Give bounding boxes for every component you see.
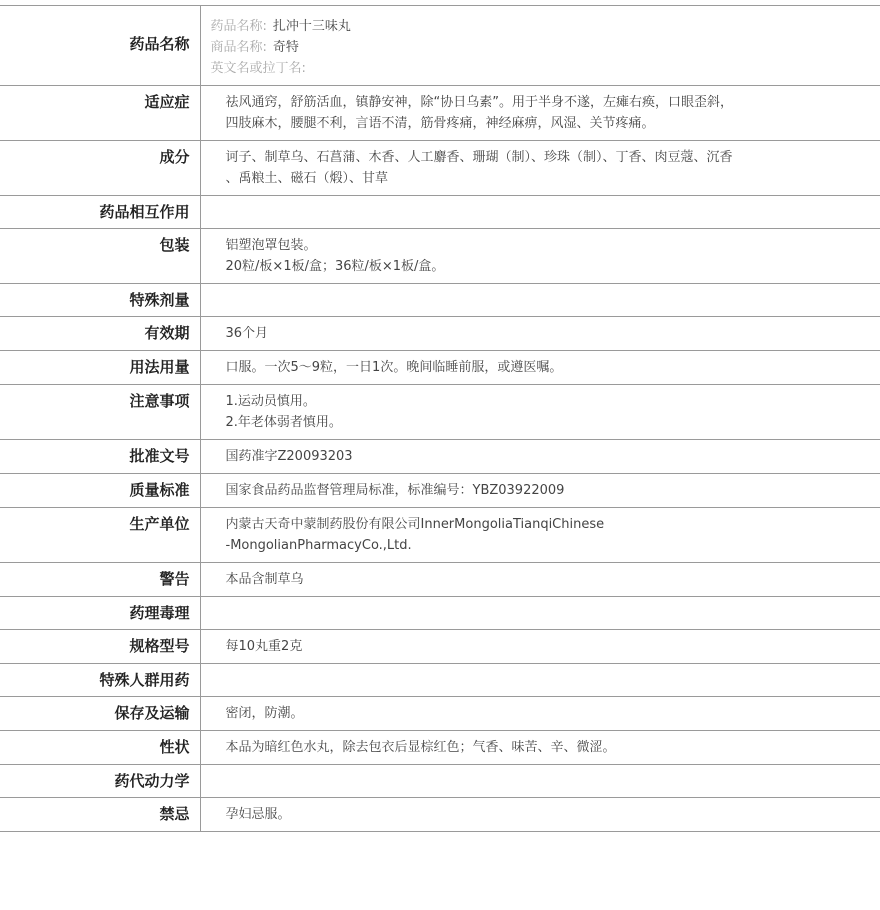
row-label: 包装 — [0, 229, 200, 284]
table-row — [0, 440, 880, 474]
row-value-line: 国家食品药品监督管理局标准，标准编号：YBZ03922009 — [225, 483, 565, 498]
row-value — [200, 597, 880, 630]
table-row — [0, 86, 880, 141]
row-value — [200, 630, 880, 664]
row-value-line: 密闭，防潮。 — [225, 706, 304, 721]
row-value-line: 本品为暗红色水丸，除去包衣后显棕红色；气香、味苦、辛、微涩。 — [225, 740, 616, 755]
table-row — [0, 474, 880, 508]
row-value-line: 祛风通窍，舒筋活血，镇静安神，除“协日乌素”。用于半身不遂，左瘫右痪，口眼歪斜， — [225, 95, 733, 110]
row-label: 药理毒理 — [0, 597, 200, 630]
row-label: 保存及运输 — [0, 697, 200, 731]
row-label: 药品相互作用 — [0, 196, 200, 229]
row-value — [200, 229, 880, 284]
row-value-line: 诃子、制草乌、石菖蒲、木香、人工麝香、珊瑚（制）、珍珠（制）、丁香、肉豆蔻、沉香 — [225, 150, 733, 165]
drug-info-table-body — [0, 6, 880, 832]
english-name-line — [211, 58, 880, 79]
table-row — [0, 317, 880, 351]
row-label: 药品名称 — [0, 6, 200, 86]
row-label: 规格型号 — [0, 630, 200, 664]
row-value — [200, 731, 880, 765]
row-label: 适应症 — [0, 86, 200, 141]
row-value — [200, 798, 880, 832]
table-row — [0, 563, 880, 597]
table-row — [0, 196, 880, 229]
row-value — [200, 474, 880, 508]
row-label: 警告 — [0, 563, 200, 597]
row-value-line: 口服。一次5～9粒，一日1次。晚间临睡前服，或遵医嘱。 — [225, 360, 563, 375]
row-value-line: -MongolianPharmacyCo.,Ltd. — [225, 538, 412, 553]
table-row — [0, 508, 880, 563]
row-value-line: 国药准字Z20093203 — [225, 449, 353, 464]
row-value-line: 内蒙古天奇中蒙制药股份有限公司InnerMongoliaTianqiChinese — [225, 517, 605, 532]
trade-name-value: 奇特 — [272, 40, 299, 55]
english-name-key: 英文名或拉丁名: — [210, 61, 306, 76]
row-value — [200, 351, 880, 385]
row-value-line: 每10丸重2克 — [225, 639, 303, 654]
row-label: 药代动力学 — [0, 765, 200, 798]
row-value — [200, 697, 880, 731]
row-value — [200, 385, 880, 440]
table-row — [0, 664, 880, 697]
row-label: 质量标准 — [0, 474, 200, 508]
row-label: 批准文号 — [0, 440, 200, 474]
row-label: 有效期 — [0, 317, 200, 351]
table-row — [0, 385, 880, 440]
row-value — [200, 317, 880, 351]
row-value — [200, 563, 880, 597]
row-label: 用法用量 — [0, 351, 200, 385]
row-value-line: 36个月 — [225, 326, 269, 341]
generic-name-line — [211, 16, 880, 37]
row-value-line: 、禹粮土、磁石（煅）、甘草 — [225, 171, 389, 186]
drug-info-table — [0, 5, 880, 832]
row-label: 注意事项 — [0, 385, 200, 440]
row-label: 性状 — [0, 731, 200, 765]
row-value — [200, 508, 880, 563]
row-label: 成分 — [0, 141, 200, 196]
row-value — [200, 440, 880, 474]
table-row — [0, 798, 880, 832]
row-value-line: 20粒/板×1板/盒；36粒/板×1板/盒。 — [225, 259, 445, 274]
table-row — [0, 731, 880, 765]
row-label: 生产单位 — [0, 508, 200, 563]
generic-name-key: 药品名称: — [210, 19, 267, 34]
row-value — [200, 765, 880, 798]
row-value-line: 2.年老体弱者慎用。 — [225, 415, 342, 430]
row-value — [200, 141, 880, 196]
table-row — [0, 141, 880, 196]
table-row — [0, 597, 880, 630]
row-value-line: 本品含制草乌 — [225, 572, 304, 587]
row-value — [200, 284, 880, 317]
row-value-line: 1.运动员慎用。 — [225, 394, 316, 409]
table-row-drug-name — [0, 6, 880, 86]
row-value-line: 四肢麻木，腰腿不利，言语不清，筋骨疼痛，神经麻痹，风湿、关节疼痛。 — [225, 116, 655, 131]
drug-name-cell — [200, 6, 880, 86]
table-row — [0, 630, 880, 664]
generic-name-value: 扎冲十三味丸 — [272, 19, 351, 34]
row-value-line: 铝塑泡罩包装。 — [225, 238, 317, 253]
row-value — [200, 664, 880, 697]
table-row — [0, 284, 880, 317]
row-label: 特殊剂量 — [0, 284, 200, 317]
row-label: 特殊人群用药 — [0, 664, 200, 697]
row-value — [200, 86, 880, 141]
trade-name-line — [211, 37, 880, 58]
row-label: 禁忌 — [0, 798, 200, 832]
table-row — [0, 351, 880, 385]
table-row — [0, 229, 880, 284]
row-value-line: 孕妇忌服。 — [225, 807, 291, 822]
row-value — [200, 196, 880, 229]
table-row — [0, 765, 880, 798]
table-row — [0, 697, 880, 731]
trade-name-key: 商品名称: — [210, 40, 267, 55]
